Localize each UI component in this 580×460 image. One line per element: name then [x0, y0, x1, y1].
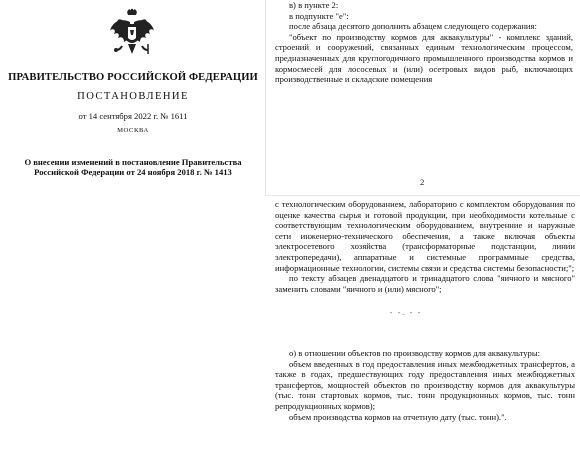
paragraph: объем производства кормов на отчетную дату (тыс. тонн).".: [289, 411, 507, 422]
paragraph: в) в пункте 2:: [289, 0, 339, 10]
document-type: ПОСТАНОВЛЕНИЕ: [77, 91, 189, 102]
paragraph: с технологическим оборудованием, лабораторию с комплектом оборудования по оценке качества сырья и готовой продукции, при необходимости котельные с соответствующим технологическим оборудованием, внутренние и наружные сети инженерно-технического обеспечения, а также включая объекты электросетевого хозяйства (трансформаторные подстанции, линии электропередачи), аппаратные и системные программные средства, информационные технологии, системы связи и средства системы безопасности;";: [275, 199, 575, 273]
date-and-number: от 14 сентября 2022 г. № 1611: [78, 111, 188, 121]
page-2-excerpt: [275, 199, 575, 294]
page-divider-horizontal: [265, 195, 580, 196]
document-header: [0, 0, 265, 195]
paragraph: по тексту абзацев двенадцатого и тринадцатого слова "яичного и мясного" заменить словами "яичного и (или) мясного";: [275, 273, 575, 294]
paragraph: в подпункте "е":: [289, 10, 349, 21]
government-name: ПРАВИТЕЛЬСТВО РОССИЙСКОЙ ФЕДЕРАЦИИ: [8, 72, 258, 83]
city: МОСКВА: [117, 127, 149, 134]
paragraph: объем введенных в год предоставления иных межбюджетных трансфертов, а также в годах, предшествующих году предоставления иных межбюджетных трансфертов, мощностей объектов по производству кормов для аквакультуры (тыс. тонн стартовых кормов, тыс. тонн продукционных кормов, тыс. тонн репродукционных кормов);: [275, 358, 575, 411]
coat-of-arms-icon: [108, 8, 156, 64]
paragraph: после абзаца десятого дополнить абзацем следующего содержания:: [289, 21, 537, 32]
page-1-excerpt: [275, 0, 573, 85]
page-3-excerpt: [275, 348, 575, 422]
document-title: О внесении изменений в постановление Правительства Российской Федерации от 24 ноября 2018 г. № 1413: [24, 157, 242, 177]
paragraph: о) в отношении объектов по производству кормов для аквакультуры:: [289, 348, 540, 358]
paragraph: "объект по производству кормов для аквакультуры" - комплекс зданий, строений и сооружений, связанных единым технологическим процессом, предназначенных для круглогодичного промышленного производства кормов и кормосмесей для лососевых и (или) осетровых видов рыб, включающих производственные и складские помещения: [275, 31, 573, 85]
page-number: 2: [420, 177, 425, 187]
page-divider-vertical: [265, 0, 266, 195]
cut-off-text: " "- " ": [390, 312, 423, 318]
